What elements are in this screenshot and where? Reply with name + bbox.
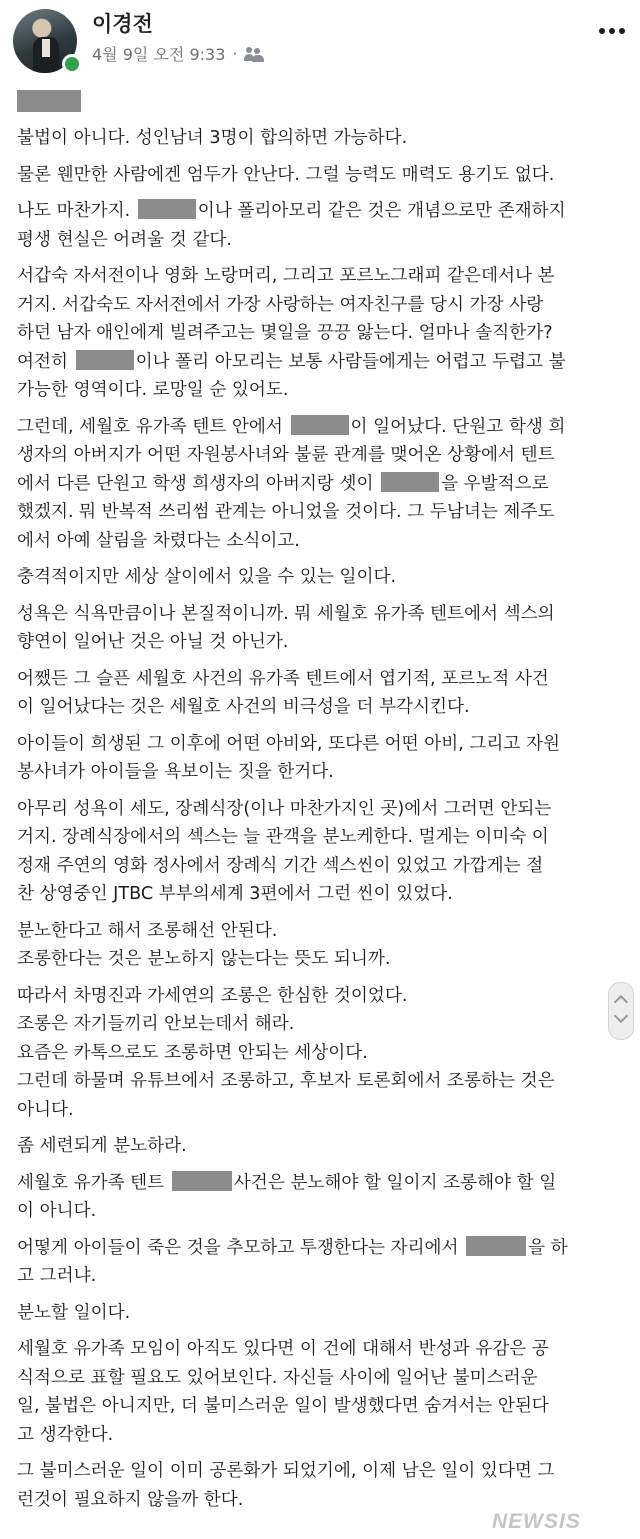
redacted-word (466, 1236, 526, 1256)
watermark: NEWSIS (492, 1510, 581, 1533)
avatar-shirt (42, 39, 50, 57)
text-line (17, 262, 627, 291)
text-line (17, 1067, 627, 1096)
text-segment: 에서 아예 살림을 차렸다는 소식이고. (17, 530, 300, 551)
post-meta (92, 42, 264, 65)
post-paragraph (17, 795, 627, 909)
text-segment: 찬 상영중인 JTBC 부부의세계 3편에서 그런 씬이 있었다. (17, 884, 453, 904)
text-segment: 을 우발적으로 (441, 473, 549, 494)
text-segment: 평생 현실은 어려울 것 같다. (17, 229, 232, 250)
text-line (17, 563, 627, 592)
text-segment: 고 생각한다. (17, 1424, 114, 1445)
post-paragraph (17, 161, 627, 190)
text-line (17, 319, 627, 348)
text-segment: 이나 폴리 아모리는 보통 사람들에게는 어렵고 두렵고 불 (135, 351, 566, 372)
post-paragraph (17, 1132, 627, 1161)
online-status-indicator (62, 54, 82, 74)
post-paragraph (17, 917, 627, 974)
post-paragraph (17, 413, 627, 556)
text-line (17, 730, 627, 759)
post-paragraph (17, 1335, 627, 1449)
text-line (17, 348, 627, 377)
text-line (17, 1262, 627, 1291)
post-paragraph (17, 1169, 627, 1226)
text-line (17, 226, 627, 255)
text-segment: 그런데, 세월호 유가족 텐트 안에서 (17, 416, 289, 437)
text-segment: 고 그러냐. (17, 1266, 97, 1286)
text-line (17, 1457, 627, 1486)
text-segment: 아무리 성욕이 세도, 장례식장(이나 마찬가지인 곳)에서 그러면 안되는 (17, 798, 552, 819)
text-segment: 아니다. (17, 1099, 74, 1120)
text-line (17, 441, 627, 470)
text-segment: 거지. 장례식장에서의 섹스는 늘 관객을 분노케한다. 멀게는 이미숙 이 (17, 827, 549, 847)
post-paragraph (17, 730, 627, 787)
text-line (17, 1197, 627, 1226)
text-segment: 정재 주연의 영화 정사에서 장례식 기간 섹스씬이 있었고 가깝게는 절 (17, 855, 544, 876)
post-paragraph (17, 1299, 627, 1328)
text-line (17, 124, 627, 153)
author-name[interactable]: 이경전 (92, 12, 153, 36)
text-line (17, 628, 627, 657)
text-segment: 하던 남자 애인에게 빌려주고는 몇일을 끙끙 앓는다. 얼마나 솔직한가? (17, 323, 553, 343)
text-segment: 향연이 일어난 것은 아닐 것 아닌가. (17, 632, 289, 652)
text-line (17, 527, 627, 556)
text-segment: 생자의 아버지가 어떤 자원봉사녀와 불륜 관계를 맺어온 상황에서 텐트 (17, 445, 555, 465)
text-segment: 어떻게 아이들이 죽은 것을 추모하고 투쟁한다는 자리에서 (17, 1237, 465, 1258)
text-segment: 세월호 유가족 모임이 아직도 있다면 이 건에 대해서 반성과 유감은 공 (17, 1339, 549, 1359)
text-segment: 이 일어났다. 단원고 학생 희 (350, 416, 566, 437)
text-line (17, 1299, 627, 1328)
text-segment: 좀 세련되게 분노하라. (17, 1136, 187, 1156)
post-paragraph (17, 124, 627, 153)
post-paragraph (17, 262, 627, 405)
chevron-up-icon (614, 995, 628, 1009)
dot-separator: · (232, 44, 238, 63)
text-segment: 일, 불법은 아니지만, 더 불미스러운 일이 발생했다면 숨겨서는 안된다 (17, 1396, 549, 1416)
text-segment: 했겠지. 뭐 반복적 쓰리썸 관계는 아니었을 것이다. 그 두남녀는 제주도 (17, 502, 555, 522)
post-paragraph (17, 600, 627, 657)
text-segment: 요즘은 카톡으로도 조롱하면 안되는 세상이다. (17, 1042, 368, 1063)
text-segment: 그 불미스러운 일이 이미 공론화가 되었기에, 이제 남은 일이 있다면 그 (17, 1461, 555, 1481)
text-segment: 따라서 차명진과 가세연의 조롱은 한심한 것이었다. (17, 985, 408, 1006)
text-line (17, 1364, 627, 1393)
text-segment: 불법이 아니다. 성인남녀 3명이 합의하면 가능하다. (17, 128, 408, 148)
redacted-word (172, 1171, 232, 1191)
post-header (0, 0, 640, 80)
text-line (17, 693, 627, 722)
text-line (17, 852, 627, 881)
post-paragraph (17, 1234, 627, 1291)
more-dots-icon (599, 28, 605, 34)
text-line (17, 600, 627, 629)
text-segment: 성욕은 식욕만큼이나 본질적이니까. 뭐 세월호 유가족 텐트에서 섹스의 (17, 603, 555, 624)
text-line (17, 498, 627, 527)
text-line (17, 376, 627, 405)
scroll-handle[interactable] (608, 982, 634, 1040)
text-line (17, 291, 627, 320)
text-line (17, 1234, 627, 1263)
post-paragraph (17, 982, 627, 1125)
text-line (17, 823, 627, 852)
text-line (17, 1169, 627, 1198)
chevron-down-icon (614, 1009, 628, 1023)
post-paragraph (17, 197, 627, 254)
text-line (17, 197, 627, 226)
text-line (17, 1010, 627, 1039)
text-line (17, 1335, 627, 1364)
text-segment: 이나 폴리아모리 같은 것은 개념으로만 존재하지 (197, 201, 566, 221)
text-segment: 충격적이지만 세상 살이에서 있을 수 있는 일이다. (17, 567, 397, 587)
post-paragraph (17, 1457, 627, 1514)
redacted-word (291, 415, 349, 435)
text-segment: 거지. 서갑숙도 자서전에서 가장 사랑하는 여자친구를 당시 가장 사랑 (17, 294, 544, 315)
text-segment: 식적으로 표할 필요도 있어보인다. 자신들 사이에 일어난 불미스러운 (17, 1367, 538, 1388)
post-body (17, 90, 627, 1522)
text-segment: 을 하 (528, 1237, 568, 1258)
post-paragraph (17, 563, 627, 592)
text-line (17, 880, 627, 909)
text-line (17, 1132, 627, 1161)
text-line (17, 758, 627, 787)
text-segment: 런것이 필요하지 않을까 한다. (17, 1489, 244, 1510)
text-segment: 그런데 하물며 유튜브에서 조롱하고, 후보자 토론회에서 조롱하는 것은 (17, 1071, 555, 1091)
text-line (17, 161, 627, 190)
text-line (17, 945, 627, 974)
redacted-word (76, 350, 134, 370)
post-timestamp[interactable]: 4월 9일 오전 9:33 (92, 45, 226, 64)
text-segment: 나도 마찬가지. (17, 201, 136, 221)
text-segment: 서갑숙 자서전이나 영화 노랑머리, 그리고 포르노그래피 같은데서나 본 (17, 266, 555, 286)
text-line (17, 665, 627, 694)
text-segment: 세월호 유가족 텐트 (17, 1172, 170, 1193)
text-segment: 조롱한다는 것은 분노하지 않는다는 뜻도 되니까. (17, 949, 391, 969)
redacted-block (17, 90, 81, 112)
text-line (17, 413, 627, 442)
text-segment: 분노한다고 해서 조롱해선 안된다. (17, 920, 278, 941)
text-segment: 에서 다른 단원고 학생 희생자의 아버지랑 셋이 (17, 473, 380, 494)
text-segment: 조롱은 자기들끼리 안보는데서 해라. (17, 1014, 295, 1034)
redacted-word (138, 199, 196, 219)
text-segment: 이 아니다. (17, 1201, 97, 1221)
text-segment: 물론 웬만한 사람에겐 엄두가 안난다. 그럴 능력도 매력도 용기도 없다. (17, 164, 555, 185)
text-line (17, 982, 627, 1011)
text-segment: 어쨌든 그 슬픈 세월호 사건의 유가족 텐트에서 엽기적, 포르노적 사건 (17, 668, 549, 689)
text-line (17, 1421, 627, 1450)
text-segment: 분노할 일이다. (17, 1302, 131, 1323)
text-line (17, 470, 627, 499)
text-segment: 가능한 영역이다. 로망일 순 있어도. (17, 380, 289, 400)
text-line (17, 795, 627, 824)
text-line (17, 1392, 627, 1421)
text-segment: 봉사녀가 아이들을 욕보이는 짓을 한거다. (17, 762, 334, 782)
text-segment: 이 일어났다는 것은 세월호 사건의 비극성을 더 부각시킨다. (17, 697, 470, 717)
text-segment: 사건은 분노해야 할 일이지 조롱해야 할 일 (233, 1172, 557, 1193)
text-segment: 여전히 (17, 351, 74, 372)
text-line (17, 1039, 627, 1068)
post-paragraph (17, 665, 627, 722)
text-segment: 아이들이 희생된 그 이후에 어떤 아비와, 또다른 어떤 아비, 그리고 자원 (17, 733, 560, 754)
text-line (17, 917, 627, 946)
more-options-button[interactable] (599, 28, 627, 40)
text-line (17, 1096, 627, 1125)
redacted-word (381, 472, 439, 492)
friends-icon[interactable] (244, 47, 264, 61)
